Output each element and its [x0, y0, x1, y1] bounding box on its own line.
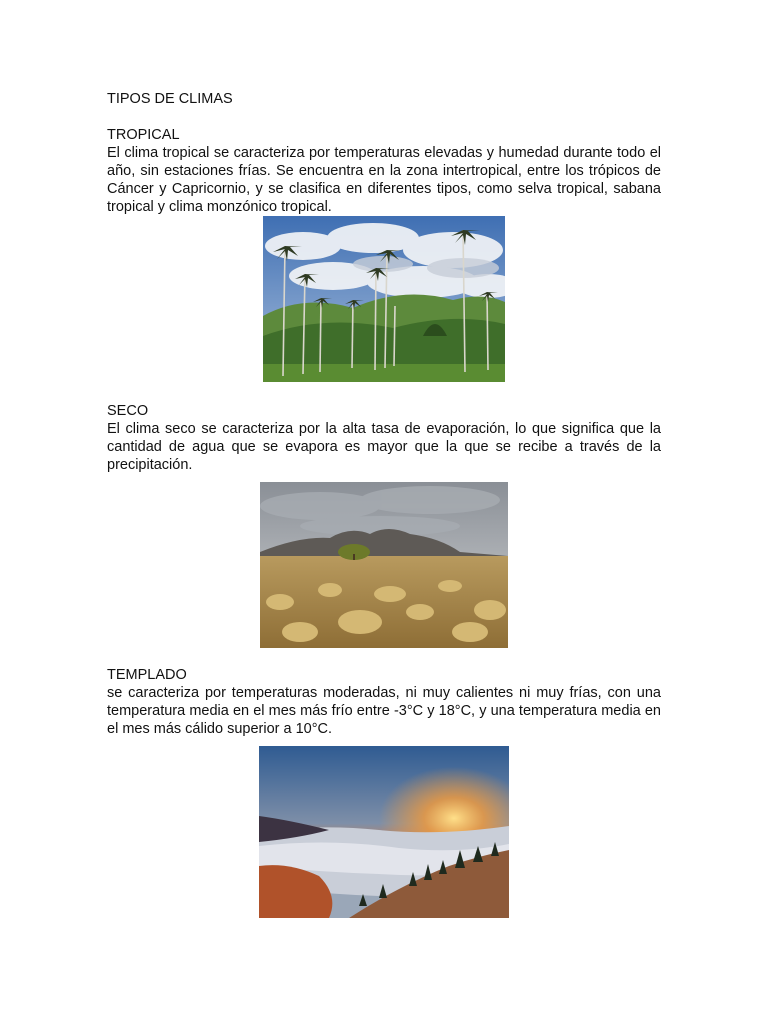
document-title: TIPOS DE CLIMAS — [107, 91, 233, 107]
dry-grassland-mountain-photo — [260, 482, 508, 648]
section-heading-tropical: TROPICAL — [107, 127, 180, 143]
section-templado — [107, 666, 661, 918]
section-body-tropical: El clima tropical se caracteriza por temperaturas elevadas y humedad durante todo el año, sin estaciones frías. Se encuentra en la zona intertropical, entre los trópicos de Cáncer y Capricornio, y se clasifica en diferentes tipos, como selva tropical, sabana tropical y clima monzónico tropical. — [107, 145, 661, 215]
document-page — [107, 90, 661, 918]
sunset-sea-of-clouds-photo — [259, 746, 509, 918]
section-body-seco: El clima seco se caracteriza por la alta tasa de evaporación, lo que significa que la cantidad de agua que se evapora es mayor que la que se recibe a través de la precipitación. — [107, 421, 661, 473]
section-tropical — [107, 126, 661, 382]
section-body-templado: se caracteriza por temperaturas moderadas, ni muy calientes ni muy frías, con una temperatura media en el mes más frío entre -3°C y 18°C, y una temperatura media en el mes más cálido superior a 10°C. — [107, 685, 661, 737]
section-heading-templado: TEMPLADO — [107, 667, 187, 683]
section-heading-seco: SECO — [107, 403, 149, 419]
tropical-palm-forest-photo — [263, 216, 505, 382]
section-seco — [107, 402, 661, 648]
